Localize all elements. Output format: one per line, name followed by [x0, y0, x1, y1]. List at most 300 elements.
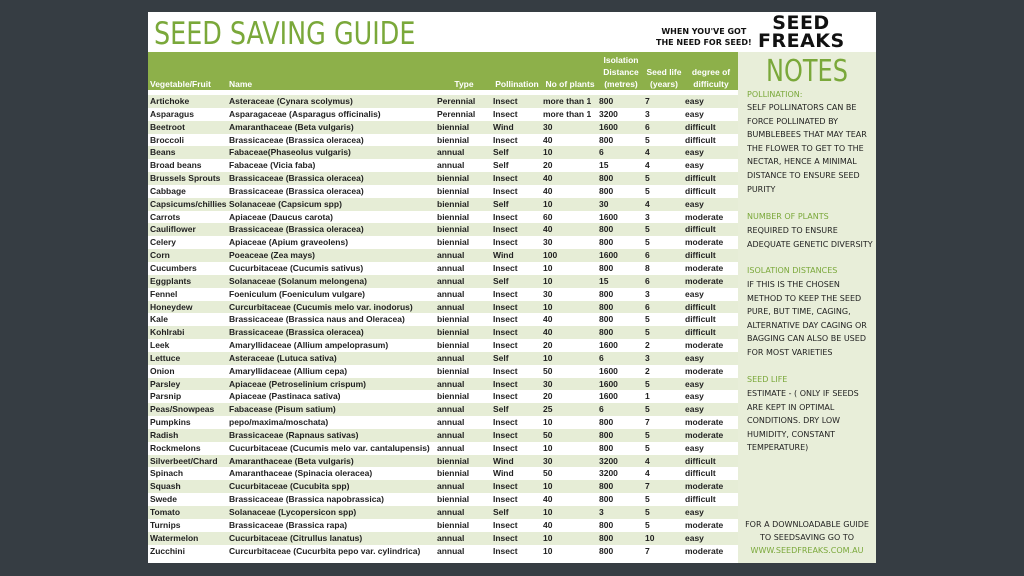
- column-header-vegetable: Vegetable/Fruit: [150, 79, 211, 89]
- cell-seed-life: 7: [645, 96, 650, 106]
- cell-vegetable: Carrots: [150, 211, 181, 222]
- notes-title: NOTES: [766, 54, 848, 89]
- cell-name: Apiaceae (Pastinaca sativa): [229, 391, 341, 402]
- cell-isolation-distance: 3200: [599, 455, 618, 466]
- cell-isolation-distance: 800: [599, 96, 614, 106]
- tagline-line: WHEN YOU'VE GOT: [661, 27, 747, 36]
- cell-name: Cucurbitaceae (Cucubita spp): [229, 481, 350, 492]
- cell-no-of-plants: 10: [543, 545, 553, 556]
- cell-difficulty: easy: [685, 198, 704, 209]
- table-row: [148, 339, 738, 352]
- table-row: [148, 275, 738, 288]
- table-row: [148, 442, 738, 455]
- note-body: REQUIRED TO ENSURE ADEQUATE GENETIC DIVERSITY: [747, 226, 873, 249]
- cell-type: annual: [437, 288, 465, 299]
- cell-vegetable: Swede: [150, 494, 177, 505]
- table-row: [148, 301, 738, 314]
- cell-name: Fabacease (Pisum satium): [229, 404, 336, 415]
- cell-vegetable: Kohlrabi: [150, 327, 185, 338]
- table-row: [148, 211, 738, 224]
- cell-name: Brassicaceae (Brassica napobrassica): [229, 494, 384, 505]
- cell-pollination: Insect: [493, 211, 518, 222]
- cell-seed-life: 5: [645, 327, 650, 338]
- cell-name: Apiaceae (Daucus carota): [229, 211, 333, 222]
- cell-isolation-distance: 6: [599, 352, 604, 363]
- cell-isolation-distance: 1600: [599, 378, 618, 389]
- cell-isolation-distance: 30: [599, 198, 609, 209]
- cell-difficulty: difficult: [685, 121, 716, 132]
- cell-seed-life: 4: [645, 455, 650, 466]
- table-row: [148, 506, 738, 519]
- cell-name: Amaryllidaceae (Allium cepa): [229, 365, 348, 376]
- cell-seed-life: 7: [645, 545, 650, 556]
- cell-pollination: Insect: [493, 532, 518, 543]
- cell-seed-life: 6: [645, 275, 650, 286]
- cell-no-of-plants: 30: [543, 288, 553, 299]
- cell-type: biennial: [437, 519, 470, 530]
- cell-seed-life: 5: [645, 314, 650, 325]
- cell-pollination: Insect: [493, 224, 518, 235]
- cell-vegetable: Cauliflower: [150, 224, 196, 235]
- cell-pollination: Insect: [493, 301, 518, 312]
- cell-type: annual: [437, 429, 465, 440]
- cell-pollination: Wind: [493, 468, 514, 479]
- cell-vegetable: Tomato: [150, 507, 181, 517]
- cell-difficulty: difficult: [685, 134, 716, 145]
- cell-no-of-plants: 10: [543, 442, 553, 453]
- cell-type: annual: [437, 250, 465, 261]
- cell-type: biennial: [437, 224, 470, 235]
- cell-no-of-plants: 30: [543, 378, 553, 389]
- cell-pollination: Insect: [493, 391, 518, 402]
- cell-no-of-plants: 20: [543, 160, 553, 171]
- cell-difficulty: easy: [685, 404, 704, 415]
- cell-seed-life: 8: [645, 262, 650, 273]
- cell-seed-life: 5: [645, 237, 650, 248]
- cell-pollination: Insect: [493, 288, 518, 299]
- table-row: [148, 403, 738, 416]
- cell-difficulty: easy: [685, 507, 704, 517]
- cell-pollination: Insect: [493, 314, 518, 325]
- cell-seed-life: 3: [645, 288, 650, 299]
- cell-no-of-plants: 40: [543, 494, 553, 505]
- cell-no-of-plants: 40: [543, 224, 553, 235]
- cell-no-of-plants: 10: [543, 417, 553, 428]
- cell-pollination: Self: [493, 507, 509, 517]
- cell-pollination: Insect: [493, 237, 518, 248]
- table-row: [148, 390, 738, 403]
- cell-difficulty: moderate: [685, 519, 724, 530]
- cell-difficulty: difficult: [685, 224, 716, 235]
- cell-name: Amaranthaceae (Beta vulgaris): [229, 455, 354, 466]
- table-row: [148, 545, 738, 558]
- cell-type: Perennial: [437, 96, 476, 106]
- cell-no-of-plants: 40: [543, 185, 553, 196]
- cell-pollination: Insect: [493, 417, 518, 428]
- table-row: [148, 159, 738, 172]
- cell-no-of-plants: 10: [543, 481, 553, 492]
- cell-difficulty: moderate: [685, 365, 724, 376]
- cell-isolation-distance: 800: [599, 134, 614, 145]
- cell-name: Asparagaceae (Asparagus officinalis): [229, 108, 381, 119]
- note-heading: POLLINATION:: [747, 90, 803, 99]
- cell-no-of-plants: 10: [543, 275, 553, 286]
- cell-vegetable: Asparagus: [150, 108, 194, 119]
- cell-difficulty: difficult: [685, 494, 716, 505]
- page-title: SEED SAVING GUIDE: [154, 16, 416, 52]
- cell-vegetable: Lettuce: [150, 352, 181, 363]
- cell-isolation-distance: 6: [599, 147, 604, 158]
- cell-pollination: Insect: [493, 378, 518, 389]
- note-heading: ISOLATION DISTANCES: [747, 266, 838, 275]
- cell-isolation-distance: 1600: [599, 340, 618, 351]
- cell-name: Asteraceae (Lutuca sativa): [229, 352, 337, 363]
- cell-type: biennial: [437, 365, 470, 376]
- cell-vegetable: Leek: [150, 340, 170, 351]
- cell-difficulty: moderate: [685, 237, 724, 248]
- cell-type: biennial: [437, 327, 470, 338]
- cell-pollination: Self: [493, 160, 509, 171]
- cell-seed-life: 5: [645, 378, 650, 389]
- cell-vegetable: Watermelon: [150, 532, 199, 543]
- cell-vegetable: Kale: [150, 314, 168, 325]
- cell-seed-life: 5: [645, 173, 650, 184]
- table-row: [148, 134, 738, 147]
- cell-difficulty: moderate: [685, 481, 724, 492]
- column-header-isolation-distance: Isolation Distance (metres): [603, 55, 639, 89]
- cell-difficulty: easy: [685, 96, 704, 106]
- cell-isolation-distance: 800: [599, 327, 614, 338]
- cell-name: Solanaceae (Lycopersicon spp): [229, 507, 357, 517]
- cell-seed-life: 7: [645, 417, 650, 428]
- cell-difficulty: moderate: [685, 340, 724, 351]
- cell-pollination: Insect: [493, 134, 518, 145]
- cell-type: biennial: [437, 211, 470, 222]
- table-row: [148, 313, 738, 326]
- cell-no-of-plants: 50: [543, 429, 553, 440]
- cell-name: Brassicaceae (Brassica oleracea): [229, 224, 364, 235]
- cell-seed-life: 1: [645, 391, 650, 402]
- table-row: [148, 416, 738, 429]
- cell-seed-life: 5: [645, 134, 650, 145]
- cell-type: annual: [437, 275, 465, 286]
- table-row: [148, 236, 738, 249]
- cell-vegetable: Peas/Snowpeas: [150, 404, 215, 415]
- logo-line: SEED: [772, 12, 830, 34]
- cell-type: annual: [437, 378, 465, 389]
- note-body: SELF POLLINATORS CAN BE FORCE POLLINATED BY BUMBLEBEES THAT MAY TEAR THE FLOWER TO GET TO THE NECTAR, HENCE A MINIMAL DISTANCE TO ENSURE SEED PURITY: [747, 103, 867, 194]
- cell-vegetable: Spinach: [150, 468, 184, 479]
- table-row: [148, 172, 738, 185]
- cell-no-of-plants: 50: [543, 468, 553, 479]
- cell-name: Brassicaceae (Brassica oleracea): [229, 327, 364, 338]
- cell-name: Curcurbitaceae (Cucurbita pepo var. cylindrica): [229, 545, 421, 556]
- table-row: [148, 352, 738, 365]
- table-row: [148, 519, 738, 532]
- cell-difficulty: easy: [685, 288, 704, 299]
- cell-no-of-plants: 30: [543, 237, 553, 248]
- cell-name: Amaranthaceae (Beta vulgaris): [229, 121, 354, 132]
- cell-difficulty: difficult: [685, 185, 716, 196]
- cell-name: Curcurbitaceae (Cucumis melo var. inodorus): [229, 301, 413, 312]
- cell-isolation-distance: 3200: [599, 108, 618, 119]
- cell-vegetable: Rockmelons: [150, 442, 201, 453]
- cell-vegetable: Turnips: [150, 519, 181, 530]
- table-row: [148, 429, 738, 442]
- cell-isolation-distance: 800: [599, 173, 614, 184]
- cell-name: Solanaceae (Solanum melongena): [229, 275, 367, 286]
- cell-pollination: Insect: [493, 340, 518, 351]
- cell-vegetable: Zucchini: [150, 545, 185, 556]
- cell-type: biennial: [437, 455, 470, 466]
- seed-saving-guide-sheet: [148, 12, 876, 563]
- cell-isolation-distance: 800: [599, 237, 614, 248]
- cell-vegetable: Honeydew: [150, 301, 193, 312]
- cell-name: Amaryllidaceae (Allium ampeloprasum): [229, 340, 389, 351]
- cell-name: Amaranthaceae (Spinacia oleracea): [229, 468, 373, 479]
- cell-no-of-plants: 100: [543, 250, 558, 261]
- tagline: [656, 26, 752, 48]
- cell-seed-life: 6: [645, 121, 650, 132]
- cell-vegetable: Brussels Sprouts: [150, 173, 221, 184]
- table-row: [148, 146, 738, 159]
- cell-name: Brassicaceae (Brassica rapa): [229, 519, 348, 530]
- cell-isolation-distance: 800: [599, 532, 614, 543]
- cell-vegetable: Broad beans: [150, 160, 202, 171]
- cell-difficulty: easy: [685, 391, 704, 402]
- cell-pollination: Insect: [493, 545, 518, 556]
- cell-seed-life: 4: [645, 468, 650, 479]
- cell-vegetable: Radish: [150, 429, 179, 440]
- table-row: [148, 108, 738, 121]
- cell-vegetable: Squash: [150, 481, 181, 492]
- cell-isolation-distance: 800: [599, 185, 614, 196]
- cell-seed-life: 5: [645, 404, 650, 415]
- cell-vegetable: Eggplants: [150, 275, 192, 286]
- cell-vegetable: Celery: [150, 237, 176, 248]
- cell-no-of-plants: 40: [543, 327, 553, 338]
- cell-isolation-distance: 800: [599, 224, 614, 235]
- cell-vegetable: Beetroot: [150, 121, 185, 132]
- footer-line: TO SEEDSAVING GO TO: [759, 533, 855, 542]
- cell-name: Brassicaceae (Rapnaus sativas): [229, 429, 359, 440]
- cell-vegetable: Artichoke: [150, 96, 190, 106]
- cell-type: biennial: [437, 468, 470, 479]
- cell-seed-life: 4: [645, 147, 650, 158]
- cell-seed-life: 4: [645, 198, 650, 209]
- cell-isolation-distance: 800: [599, 429, 614, 440]
- column-header-pollination: Pollination: [495, 79, 539, 89]
- cell-difficulty: easy: [685, 147, 704, 158]
- cell-difficulty: moderate: [685, 417, 724, 428]
- cell-isolation-distance: 1600: [599, 250, 618, 261]
- cell-no-of-plants: 30: [543, 455, 553, 466]
- cell-vegetable: Pumpkins: [150, 417, 191, 428]
- cell-isolation-distance: 800: [599, 417, 614, 428]
- cell-type: biennial: [437, 134, 470, 145]
- note-body: IF THIS IS THE CHOSEN METHOD TO KEEP THE SEED PURE, BUT TIME, CAGING, ALTERNATIVE DAY CAGING OR BAGGING CAN ALSO BE USED FOR MOST VARIETIES: [747, 280, 867, 357]
- cell-pollination: Insect: [493, 429, 518, 440]
- table-row: [148, 378, 738, 391]
- cell-isolation-distance: 800: [599, 288, 614, 299]
- cell-no-of-plants: 40: [543, 134, 553, 145]
- table-header: [148, 52, 738, 90]
- cell-no-of-plants: 10: [543, 198, 553, 209]
- cell-pollination: Self: [493, 147, 509, 158]
- cell-isolation-distance: 800: [599, 262, 614, 273]
- cell-isolation-distance: 800: [599, 442, 614, 453]
- table-body: [148, 95, 738, 557]
- cell-difficulty: difficult: [685, 314, 716, 325]
- cell-pollination: Self: [493, 404, 509, 415]
- note-heading: SEED LIFE: [747, 375, 788, 384]
- cell-isolation-distance: 1600: [599, 121, 618, 132]
- cell-no-of-plants: 10: [543, 352, 553, 363]
- cell-name: pepo/maxima/moschata): [229, 417, 329, 428]
- cell-isolation-distance: 1600: [599, 365, 618, 376]
- note-heading: NUMBER OF PLANTS: [747, 212, 829, 221]
- cell-seed-life: 2: [645, 340, 650, 351]
- tagline-line: THE NEED FOR SEED!: [656, 38, 752, 47]
- table-row: [148, 532, 738, 545]
- cell-vegetable: Broccoli: [150, 134, 185, 145]
- notes-footer: [738, 518, 876, 557]
- cell-no-of-plants: 10: [543, 301, 553, 312]
- cell-type: annual: [437, 262, 465, 273]
- cell-type: annual: [437, 507, 465, 517]
- cell-type: biennial: [437, 494, 470, 505]
- cell-type: biennial: [437, 237, 470, 248]
- cell-isolation-distance: 800: [599, 481, 614, 492]
- cell-isolation-distance: 15: [599, 275, 609, 286]
- cell-no-of-plants: 30: [543, 121, 553, 132]
- cell-type: annual: [437, 404, 465, 415]
- cell-seed-life: 3: [645, 108, 650, 119]
- cell-no-of-plants: 60: [543, 211, 553, 222]
- cell-no-of-plants: 20: [543, 340, 553, 351]
- cell-isolation-distance: 800: [599, 301, 614, 312]
- cell-seed-life: 4: [645, 160, 650, 171]
- cell-seed-life: 5: [645, 442, 650, 453]
- cell-seed-life: 5: [645, 224, 650, 235]
- table-row: [148, 198, 738, 211]
- cell-vegetable: Parsnip: [150, 391, 182, 402]
- cell-name: Brassicaceae (Brassica oleracea): [229, 185, 364, 196]
- cell-no-of-plants: 50: [543, 365, 553, 376]
- cell-difficulty: difficult: [685, 327, 716, 338]
- cell-isolation-distance: 6: [599, 404, 604, 415]
- cell-seed-life: 5: [645, 429, 650, 440]
- cell-vegetable: Cabbage: [150, 185, 186, 196]
- cell-name: Fabaceae(Phaseolus vulgaris): [229, 147, 351, 158]
- cell-isolation-distance: 800: [599, 314, 614, 325]
- note-body: ESTIMATE - ( ONLY IF SEEDS ARE KEPT IN OPTIMAL CONDITIONS. DRY LOW HUMIDITY, CONSTANT TEMPERATURE): [747, 389, 859, 453]
- table-row: [148, 480, 738, 493]
- cell-vegetable: Beans: [150, 147, 176, 158]
- cell-difficulty: moderate: [685, 545, 724, 556]
- table-row: [148, 455, 738, 468]
- cell-type: biennial: [437, 185, 470, 196]
- cell-name: Asteraceae (Cynara scolymus): [229, 96, 353, 106]
- cell-type: annual: [437, 481, 465, 492]
- cell-no-of-plants: more than 1: [543, 108, 592, 119]
- cell-seed-life: 7: [645, 481, 650, 492]
- cell-isolation-distance: 1600: [599, 211, 618, 222]
- cell-seed-life: 5: [645, 185, 650, 196]
- cell-difficulty: difficult: [685, 173, 716, 184]
- cell-no-of-plants: 40: [543, 314, 553, 325]
- cell-difficulty: moderate: [685, 429, 724, 440]
- cell-no-of-plants: 25: [543, 404, 553, 415]
- table-row: [148, 249, 738, 262]
- cell-seed-life: 10: [645, 532, 655, 543]
- cell-seed-life: 6: [645, 250, 650, 261]
- cell-seed-life: 5: [645, 507, 650, 517]
- cell-type: annual: [437, 301, 465, 312]
- cell-type: annual: [437, 417, 465, 428]
- cell-type: annual: [437, 160, 465, 171]
- cell-difficulty: easy: [685, 108, 704, 119]
- cell-pollination: Wind: [493, 250, 514, 261]
- table-row: [148, 121, 738, 134]
- cell-pollination: Wind: [493, 455, 514, 466]
- cell-pollination: Insect: [493, 108, 518, 119]
- cell-pollination: Self: [493, 275, 509, 286]
- cell-no-of-plants: 20: [543, 391, 553, 402]
- cell-no-of-plants: 10: [543, 507, 553, 517]
- table-row: [148, 365, 738, 378]
- cell-difficulty: easy: [685, 352, 704, 363]
- cell-vegetable: Corn: [150, 250, 170, 261]
- cell-seed-life: 5: [645, 519, 650, 530]
- cell-difficulty: difficult: [685, 468, 716, 479]
- cell-name: Fabaceae (Vicia faba): [229, 160, 316, 171]
- table-row: [148, 288, 738, 301]
- cell-difficulty: easy: [685, 532, 704, 543]
- website-link[interactable]: WWW.SEEDFREAKS.COM.AU: [750, 546, 864, 555]
- table-row: [148, 326, 738, 339]
- cell-type: annual: [437, 442, 465, 453]
- table-row: [148, 185, 738, 198]
- cell-type: biennial: [437, 198, 470, 209]
- cell-type: annual: [437, 545, 465, 556]
- column-header-type: Type: [454, 79, 474, 89]
- cell-pollination: Insect: [493, 481, 518, 492]
- cell-type: annual: [437, 352, 465, 363]
- cell-name: Cucurbitaceae (Cucumis melo var. cantalupensis): [229, 442, 430, 453]
- cell-type: biennial: [437, 173, 470, 184]
- cell-no-of-plants: more than 1: [543, 96, 592, 106]
- cell-difficulty: easy: [685, 378, 704, 389]
- cell-type: biennial: [437, 314, 470, 325]
- cell-seed-life: 6: [645, 301, 650, 312]
- cell-vegetable: Parsley: [150, 378, 181, 389]
- column-header-name: Name: [229, 79, 253, 89]
- cell-type: biennial: [437, 121, 470, 132]
- cell-seed-life: 3: [645, 211, 650, 222]
- seed-freaks-logo: [758, 14, 844, 50]
- cell-no-of-plants: 40: [543, 519, 553, 530]
- cell-pollination: Insect: [493, 519, 518, 530]
- cell-vegetable: Onion: [150, 365, 175, 376]
- cell-name: Brassicaceae (Brassica oleracea): [229, 134, 364, 145]
- cell-type: biennial: [437, 340, 470, 351]
- cell-difficulty: moderate: [685, 262, 724, 273]
- cell-name: Foeniculum (Foeniculum vulgare): [229, 288, 366, 299]
- cell-vegetable: Capsicums/chillies: [150, 198, 227, 209]
- column-header-seed-life: Seed life (years): [646, 67, 682, 89]
- cell-pollination: Self: [493, 198, 509, 209]
